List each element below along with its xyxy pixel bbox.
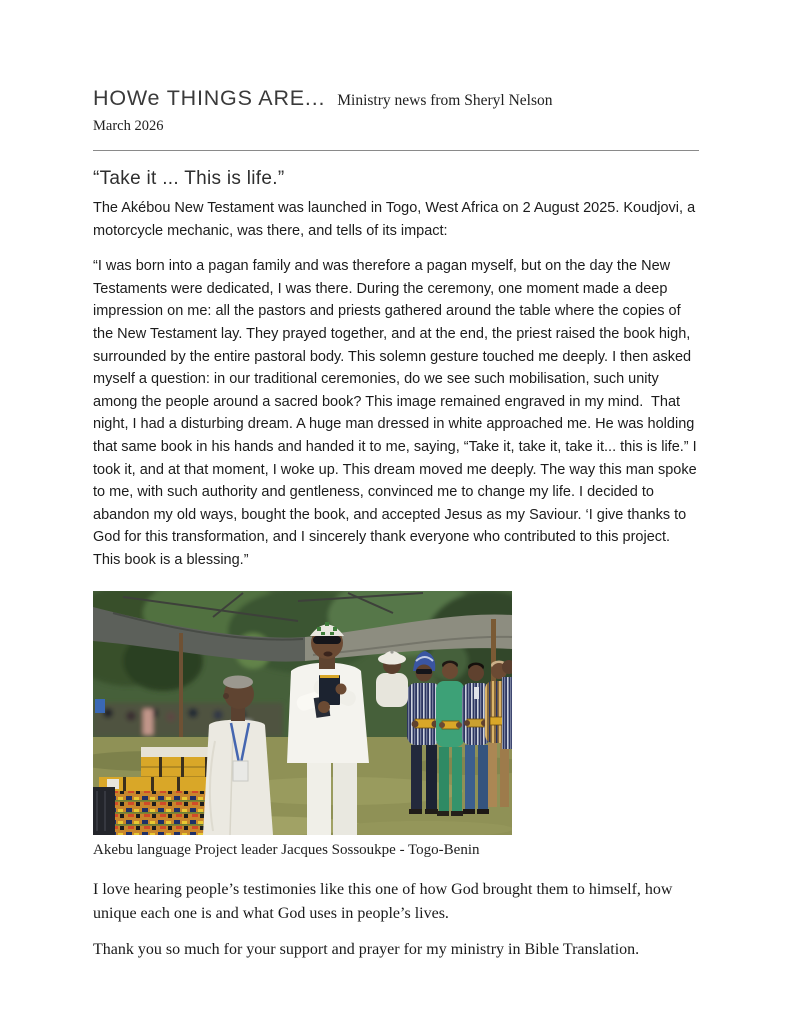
newsletter-subtitle: Ministry news from Sheryl Nelson [337,92,553,109]
ceremony-photo [93,591,512,835]
masthead [93,86,699,135]
closing-paragraph-1: I love hearing people’s testimonies like this one of how God brought them to himself, how unique each one is and what God uses in people’s lives. [93,880,673,922]
bucket-hat-figure [376,650,408,707]
testimony-paragraph: “I was born into a pagan family and was therefore a pagan myself, but on the day the New Testaments were dedicated, I was there. During the ceremony, one moment made a deep impression on me: all the pastors and priests gathered around the table where the copies of the New Testament lay. They prayed together, and at the end, the priest raised the book high, surrounded by the entire pastoral body. This solemn gesture touched me deeply. I then asked myself a question: in our traditional ceremonies, do we see such mobilisation, such unity among the people around a sacred book? This image remained engraved in my mind. That night, I had a disturbing dream. A huge man dressed in white approached me. He was holding that same book in his hands and handed it to me, saying, “Take it, take it, take it... this is life.” I took it, and at that moment, I woke up. This dream moved me deeply. The way this man spoke to me, with such authority and gentleness, convinced me to change my life. I decided to abandon my old ways, bought the book, and accepted Jesus as my Saviour. ‘I give thanks to God for this transformation, and I sincerely thank everyone who contributed to this project. This book is a blessing.” [93,258,701,568]
masthead-divider [93,150,699,151]
intro-paragraph: The Akébou New Testament was launched in Togo, West Africa on 2 August 2025. Koudjovi, a motorcycle mechanic, was there, and tells of its impact: [93,200,696,239]
closing-paragraph-2: Thank you so much for your support and prayer for my ministry in Bible Translation. [93,940,640,958]
article-heading: “Take it ... This is life.” [93,168,285,189]
issue-date: March 2026 [93,118,164,134]
masthead-title-line [93,86,699,111]
ceremony-photo-illustration [93,591,512,835]
photo-caption: Akebu language Project leader Jacques Sossoukpe - Togo-Benin [93,841,480,858]
newsletter-title: HOWe THINGS ARE... [93,86,326,110]
blue-flag [95,699,105,713]
